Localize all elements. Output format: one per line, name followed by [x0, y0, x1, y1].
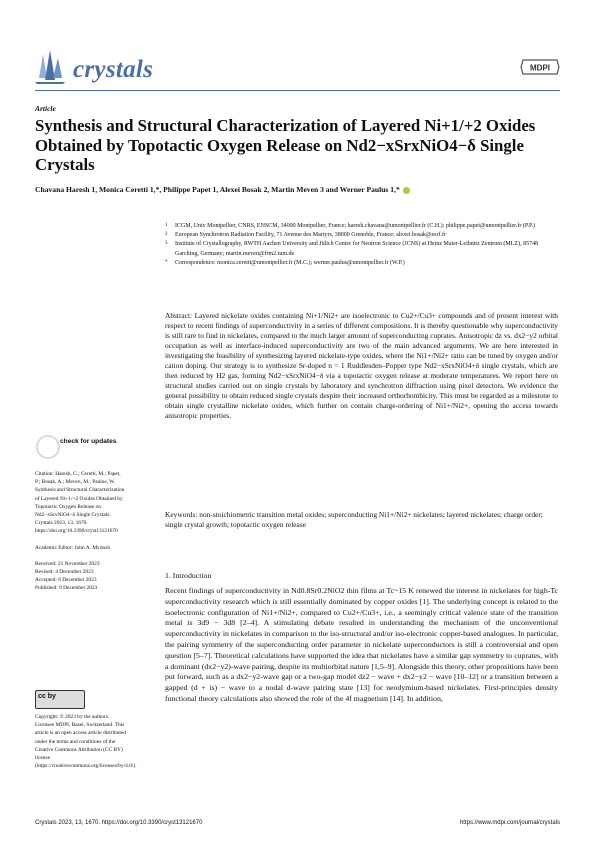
- mdpi-logo-icon: [519, 58, 561, 76]
- check-updates-label: check for updates: [60, 438, 117, 445]
- affiliation-text: European Synchrotron Radiation Facility, 71 Avenue des Martyrs, 38000 Grenoble, France; alexei.bosak@esrf.fr: [175, 232, 446, 239]
- affiliation-2: [165, 231, 560, 240]
- affiliation-number: 3: [165, 241, 168, 247]
- paper-title: Synthesis and Structural Characterization of Layered Ni+1/+2 Oxides Obtained by Topotactic Oxygen Release on Nd2−xSrxNiO4−δ Single Crystals: [35, 116, 536, 174]
- affiliation-text: Institute of Crystallography, RWTH Aachen University and Jülich Centre for Neutron Science (JCNS) at Heinz Maier-Leibnitz Zentrum (MLZ), 85748 Garching, Germany; martin.meven@frm2.tum.de: [175, 241, 539, 257]
- academic-editor: Academic Editor: John A. Mydosh: [35, 544, 111, 551]
- document-type: Article: [35, 104, 56, 113]
- revised-date: Revised: 4 December 2023: [35, 569, 94, 576]
- copyright-notice: Copyright: © 2023 by the authors. Licensee MDPI, Basel, Switzerland. This article is an open access article distributed under the terms and conditions of the Creative Commons Attribution (CC BY) license (https://creativecommons.org/licenses/by/4.0/).: [35, 714, 137, 770]
- affiliation-3: [165, 240, 560, 258]
- journal-name: crystals: [73, 56, 154, 83]
- affiliation-1: [165, 222, 560, 231]
- journal-logo: [35, 48, 165, 92]
- published-date: Published: 9 December 2023: [35, 585, 98, 592]
- affiliation-number: *: [165, 259, 168, 265]
- citation: Citation: Haresh, C.; Ceretti, M.; Papet, P.; Bosak, A.; Meven, M.; Paulus, W. Synthesis and Structural Characterization of Layered Ni+1/+2 Oxides Obtained by Topotactic Oxygen Release on Nd2−xSrxNiO4−δ Single Crystals. Crystals 2023, 13, 1670. https://doi.org/10.3390/cryst13121670: [35, 471, 125, 535]
- affiliation-number: 2: [165, 232, 168, 238]
- cc-by-icon: cc by: [38, 693, 56, 700]
- correspondence: [165, 259, 560, 268]
- affiliation-text: Correspondence: monica.ceretti@umontpellier.fr (M.C.); werner.paulus@umontpellier.fr (W.P.): [175, 259, 405, 266]
- crystals-logo-icon: [35, 48, 65, 84]
- affiliations: [165, 222, 560, 268]
- affiliation-number: 1: [165, 223, 168, 228]
- author-list: [35, 185, 560, 194]
- article-info-sidebar: [35, 470, 127, 593]
- check-for-updates-button[interactable]: [36, 435, 126, 465]
- check-updates-icon: [36, 435, 60, 459]
- footer-journal-link[interactable]: https://www.mdpi.com/journal/crystals: [459, 820, 560, 826]
- keywords: Keywords: non-stoichiometric transition metal oxides; superconducting Ni1+/Ni2+ nickelates; layered nickelates; charge order; single crystal growth; topotactic oxygen release: [165, 510, 543, 529]
- abstract: Abstract: Layered nickelate oxides containing Ni+1/Ni2+ are isoelectronic to Cu2+/Cu3+ compounds and of present interest with respect to recent findings of superconductivity in a series of different compositions. It is thereby questionable why superconductivity is still rare to find in nickelates, compared to the much larger amount of superconducting cuprates. Anisotropic dz vs. dx2−y2 orbital occupation as well as interface-induced superconductivity are two of the main advanced arguments. We are here interested in investigating the feasibility of synthesizing layered nickelate-type oxides, where the Ni1+/Ni2+ ratio can be tuned by oxygen and/or cation doping. Our strategy is to synthesize Sr-doped n = 1 Ruddlesden–Popper type Nd2−xSrxNiO4+δ single crystals, which are then reduced by H2 gas, forming Nd2−xSrxNiO4−δ via a topotactic oxygen release at moderate temperatures. We report here on structural studies carried out on single crystals by laboratory and synchrotron diffraction using pixel detectors. We evidence the general possibility to obtain reduced single crystals despite their increased orthorhombicity. This must be regarded as a milestone to obtain single crystalline nickelate oxides, which further on contain charge-ordering of Ni1+/Ni2+, opening the access towards anisotropic properties.: [165, 311, 558, 420]
- received-date: Received: 21 November 2023: [35, 560, 100, 567]
- section-heading: 1. Introduction: [165, 571, 212, 580]
- footer-citation: Crystals 2023, 13, 1670. https://doi.org/10.3390/cryst13121670: [35, 820, 203, 826]
- cc-license-badge[interactable]: [35, 690, 85, 709]
- body-text: Recent findings of superconductivity in Nd0.8Sr0.2NiO2 thin films at Tc~15 K renewed the interest in nickelates for high-Tc superconductivity research which is still essentially dominated by copper oxides [1]. The underlying concept is related to the isoelectronic configuration of Ni1+/Ni2+, compared to Cu2+/Cu3+, i.e., a seemingly critical valence state of the transition metal is 3d9 − 3d8 [2–4]. A stimulating debate resulted in understanding the mechanism of the unconventional superconductivity in nickelates in comparison to the iso-structural and/or iso-electronic copper-based analogues. In particular, the pairing symmetry of the superconducting order parameter in nickelate superconductors is still a controversial and open question [5–7]. Theoretical calculations have supported the idea that nickelates have a similar gap symmetry to cuprates, with a dominant (dx2−y2)-wave pairing, despite its multiorbital nature [1,5–9]. Alongside this theory, other propositions have been put forward, such as a dx2−y2-wave gap or a two-gap model dz2 − wave + dx2−y2 − wave [10–12] or a transition between a gapped (d + is) − wave to a nodal d-wave pairing state [13] for neodymium-based nickelates. First-principles density functional theory calculations also showed the role of the 4f magnetism [14]. In addition,: [165, 586, 559, 703]
- authors-text: Chavana Haresh 1, Monica Ceretti 1,*, Philippe Papet 1, Alexei Bosak 2, Martin Meven 3 and Werner Paulus 1,*: [35, 185, 400, 194]
- accepted-date: Accepted: 6 December 2023: [35, 577, 97, 584]
- mdpi-label: MDPI: [530, 63, 550, 73]
- affiliation-text: ICGM, Univ Montpellier, CNRS, ENSCM, 34000 Montpellier, France; haresh.chavana@umontpellier.fr (C.H.); philippe.papet@umontpellier.fr (P.P.): [175, 223, 536, 229]
- header-rule: [35, 90, 560, 91]
- orcid-icon[interactable]: [403, 187, 410, 194]
